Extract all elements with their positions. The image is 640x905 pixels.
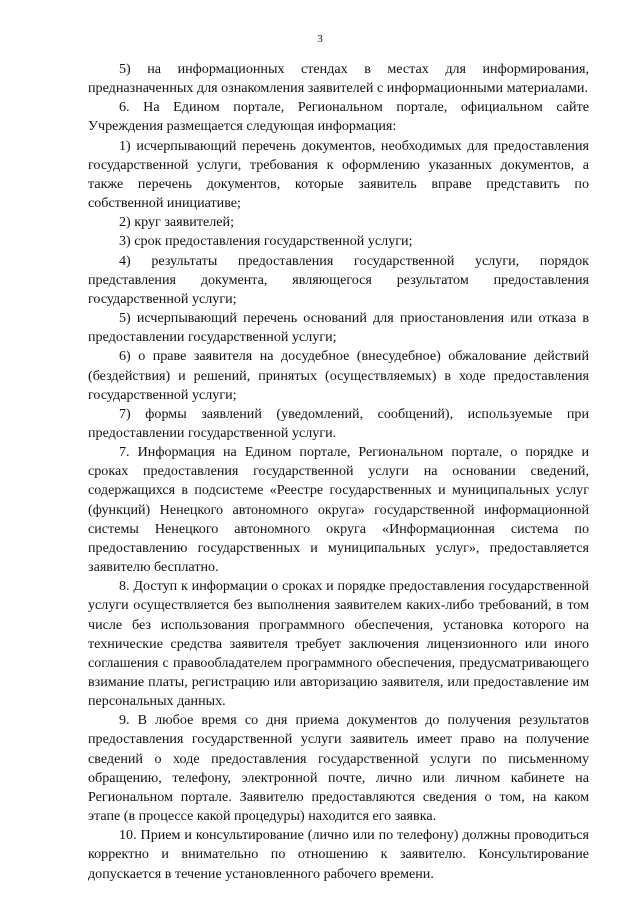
page-number: 3 [317, 33, 323, 45]
list-item-3-term: 3) срок предоставления государственной услуги; [119, 233, 413, 250]
list-item-7-forms: 7) формы заявлений (уведомлений, сообщений), используемые при предоставлении государственной услуги. [88, 405, 589, 441]
paragraph-7-registry: 7. Информация на Едином портале, Региональном портале, о порядке и сроках предоставления государственной услуги на основании сведений, содержащихся в подсистеме «Реестре государственных и муниципальных услуг (функций) Ненецкого автономного округа» государственной информационной системы Ненецкого автономного округа «Информационная система по предоставлению государственных и муниципальных услуг», предоставляется заявителю бесплатно. [88, 444, 589, 576]
list-item-6-appeal: 6) о праве заявителя на досудебное (внесудебное) обжалование действий (бездействия) и решений, принятых (осуществляемых) в ходе предоставления государственной услуги; [88, 348, 589, 403]
paragraph-8-access: 8. Доступ к информации о сроках и порядке предоставления государственной услуги осуществляется без выполнения заявителем каких-либо требований, в том числе без использования программного обеспечения, установка которого на технические средства заявителя требует заключения лицензионного или иного соглашения с правообладателем программного обеспечения, предусматривающего взимание платы, регистрацию или авторизацию заявителя, или предоставление им персональных данных. [88, 578, 589, 710]
paragraph-6-portal-info: 6. На Едином портале, Региональном портале, официальном сайте Учреждения размещается следующая информация: [88, 99, 589, 135]
document-body [88, 60, 589, 884]
paragraph-9-status: 9. В любое время со дня приема документов до получения результатов предоставления государственной услуги заявитель имеет право на получение сведений о ходе предоставления государственной услуги по письменному обращению, телефону, электронной почте, лично или личном кабинете на Региональном портале. Заявителю предоставляются сведения о том, на каком этапе (в процессе какой процедуры) находится его заявка. [88, 712, 589, 825]
paragraph-5-info-stands: 5) на информационных стендах в местах для информирования, предназначенных для ознакомления заявителей с информационными материалами. [88, 61, 589, 97]
list-item-4-results: 4) результаты предоставления государственной услуги, порядок представления документа, являющегося результатом предоставления государственной услуги; [88, 252, 589, 307]
list-item-1-documents: 1) исчерпывающий перечень документов, необходимых для предоставления государственной услуги, требования к оформлению указанных документов, а также перечень документов, которые заявитель вправе представить по собственной инициативе; [88, 137, 589, 212]
list-item-5-grounds: 5) исчерпывающий перечень оснований для приостановления или отказа в предоставлении государственной услуги; [88, 310, 589, 346]
list-item-2-applicants: 2) круг заявителей; [119, 214, 234, 231]
paragraph-10-consulting: 10. Прием и консультирование (лично или по телефону) должны проводиться корректно и внимательно по отношению к заявителю. Консультирование допускается в течение установленного рабочего времени. [88, 827, 589, 882]
